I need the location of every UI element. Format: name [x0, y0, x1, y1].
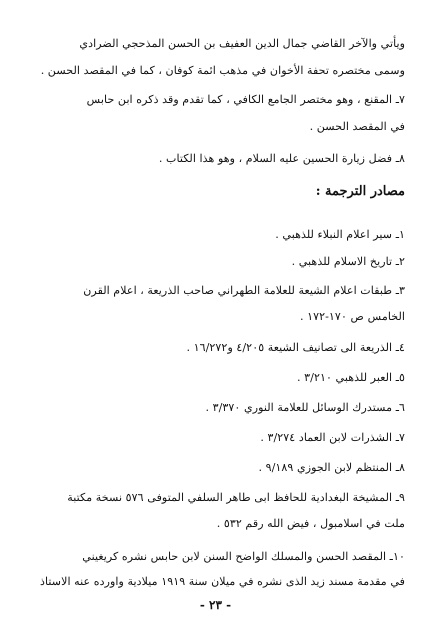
list-item: ٩ـ المشيخة البغدادية للحافظ ابى طاهر السلفي المتوفى ٥٧٦ نسخة مكتبة — [67, 491, 405, 504]
text-line: وسمى مختصره تحفة الأخوان في مذهب ائمة كوفان ، كما في المقصد الحسن . — [40, 64, 405, 77]
page-number: - ٢٣ - — [199, 598, 232, 612]
list-item: ٤ـ الذريعة الى تصانيف الشيعة ٤/٢٠٥ و١٦/٢٧٢ . — [186, 341, 405, 354]
list-item: ٧ـ الشذرات لابن العماد ٣/٢٧٤ . — [260, 431, 405, 444]
list-item: ١٠ـ المقصد الحسن والمسلك الواضح السنن لابن حابس نشره كريغيني — [82, 550, 405, 563]
list-item-continuation: الخامس ص ١٧٠-١٧٢ . — [299, 310, 405, 323]
text-line: في المقصد الحسن . — [309, 120, 405, 133]
list-item: ٢ـ تاريخ الاسلام للذهبي . — [291, 255, 405, 268]
list-item: ٥ـ العبر للذهبي ٣/٢١٠ . — [297, 371, 405, 384]
text-line: ٨ـ فضل زيارة الحسين عليه السلام ، وهو هذا الكتاب . — [158, 152, 405, 165]
text-line: ويأتي والآخر القاضي جمال الدين العفيف بن الحسن المذحجي الضرادي — [79, 37, 405, 50]
list-item: ٦ـ مستدرك الوسائل للعلامة النوري ٣/٣٧٠ . — [205, 401, 405, 414]
list-item: ١ـ سير اعلام النبلاء للذهبي . — [275, 228, 405, 241]
list-item-continuation: في مقدمة مسند زيد الذى نشره في ميلان سنة ١٩١٩ ميلادية واورده عنه الاستاذ — [39, 575, 405, 588]
section-heading: مصادر الترجمة : — [315, 184, 405, 199]
list-item: ٣ـ طبقات اعلام الشيعة للعلامة الطهراني صاحب الذريعة ، اعلام القرن — [83, 284, 405, 297]
list-item: ٨ـ المنتظم لابن الجوزي ٩/١٨٩ . — [258, 461, 405, 474]
list-item-continuation: ملت في اسلامبول ، فيض الله رقم ٥٣٢ . — [216, 517, 405, 530]
text-line: ٧ـ المقنع ، وهو مختصر الجامع الكافي ، كما تقدم وقد ذكره ابن حابس — [86, 93, 405, 106]
